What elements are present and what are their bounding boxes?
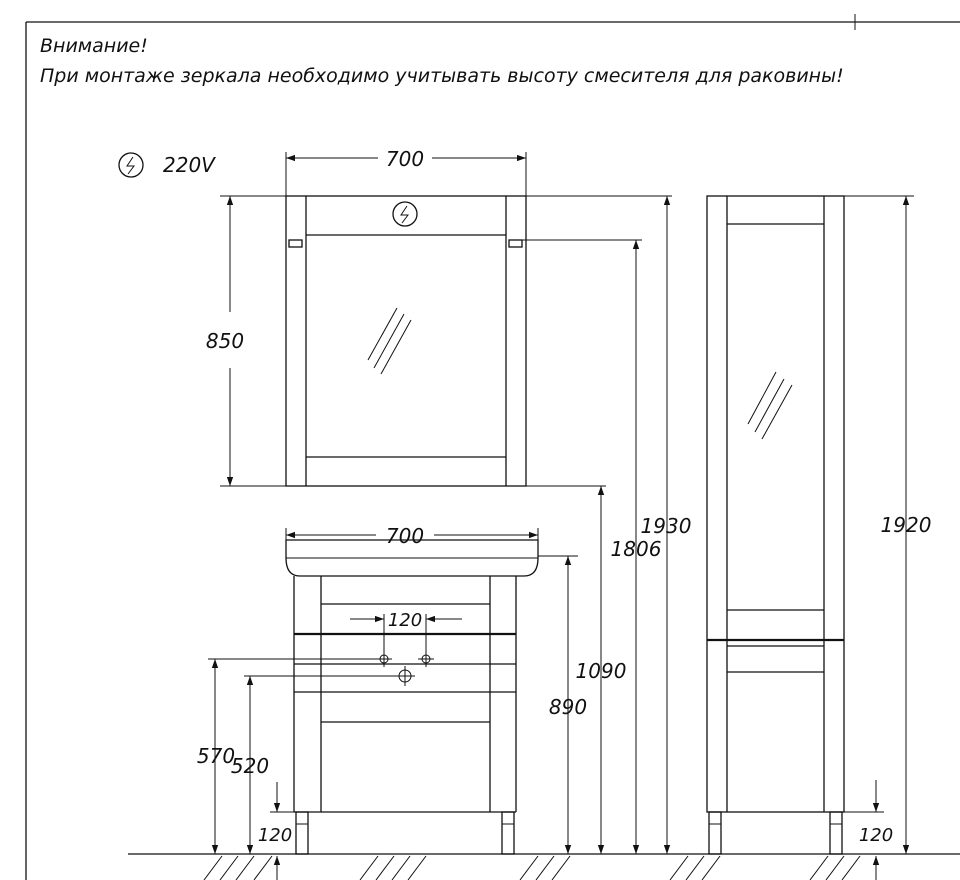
warning-title: Внимание! — [40, 35, 148, 57]
tap-spacing-label: 120 — [387, 610, 423, 631]
warning-text: При монтаже зеркала необходимо учитывать высоту смесителя для раковины! — [40, 65, 844, 87]
glass-reflection-icon — [368, 308, 411, 374]
mirror-top-label: 1930 — [640, 514, 692, 538]
floor-line — [128, 854, 960, 880]
mirror-width-dimension — [286, 147, 526, 196]
tall-cabinet-leg-label: 120 — [858, 825, 894, 846]
outlet-height-dimensions — [197, 659, 399, 854]
tall-cabinet — [707, 196, 844, 854]
lightning-circle-icon — [393, 202, 417, 226]
power-legend — [119, 153, 216, 177]
tall-cabinet-height-label: 1920 — [880, 513, 932, 537]
vanity-leg-dimension — [258, 782, 294, 880]
vanity — [286, 540, 538, 854]
mirror-width-label: 700 — [385, 147, 425, 171]
power-label: 220V — [163, 153, 215, 177]
overall-height-dimensions — [576, 196, 692, 854]
mirror-height-dimension — [206, 196, 286, 486]
mirror-mount-label: 1806 — [610, 537, 662, 561]
lightning-circle-icon — [119, 153, 143, 177]
mirror-extension-lines — [286, 196, 672, 486]
outlet-570-label: 570 — [196, 744, 236, 768]
tall-cabinet-height-dimension — [844, 196, 931, 854]
vanity-leg-label: 120 — [257, 825, 293, 846]
vanity-height-dimension — [538, 556, 587, 854]
tall-cabinet-leg-dimension — [844, 780, 893, 880]
vanity-width-dimension — [286, 524, 538, 548]
mirror-height-label: 850 — [205, 329, 245, 353]
tap-spacing-dimension — [350, 610, 462, 655]
glass-reflection-icon — [748, 372, 792, 439]
mirror-bottom-label: 1090 — [575, 659, 627, 683]
vanity-height-label: 890 — [548, 695, 588, 719]
vanity-width-label: 700 — [385, 524, 425, 548]
outlet-520-label: 520 — [230, 754, 270, 778]
drawing-border — [26, 14, 960, 880]
mirror — [286, 196, 526, 486]
